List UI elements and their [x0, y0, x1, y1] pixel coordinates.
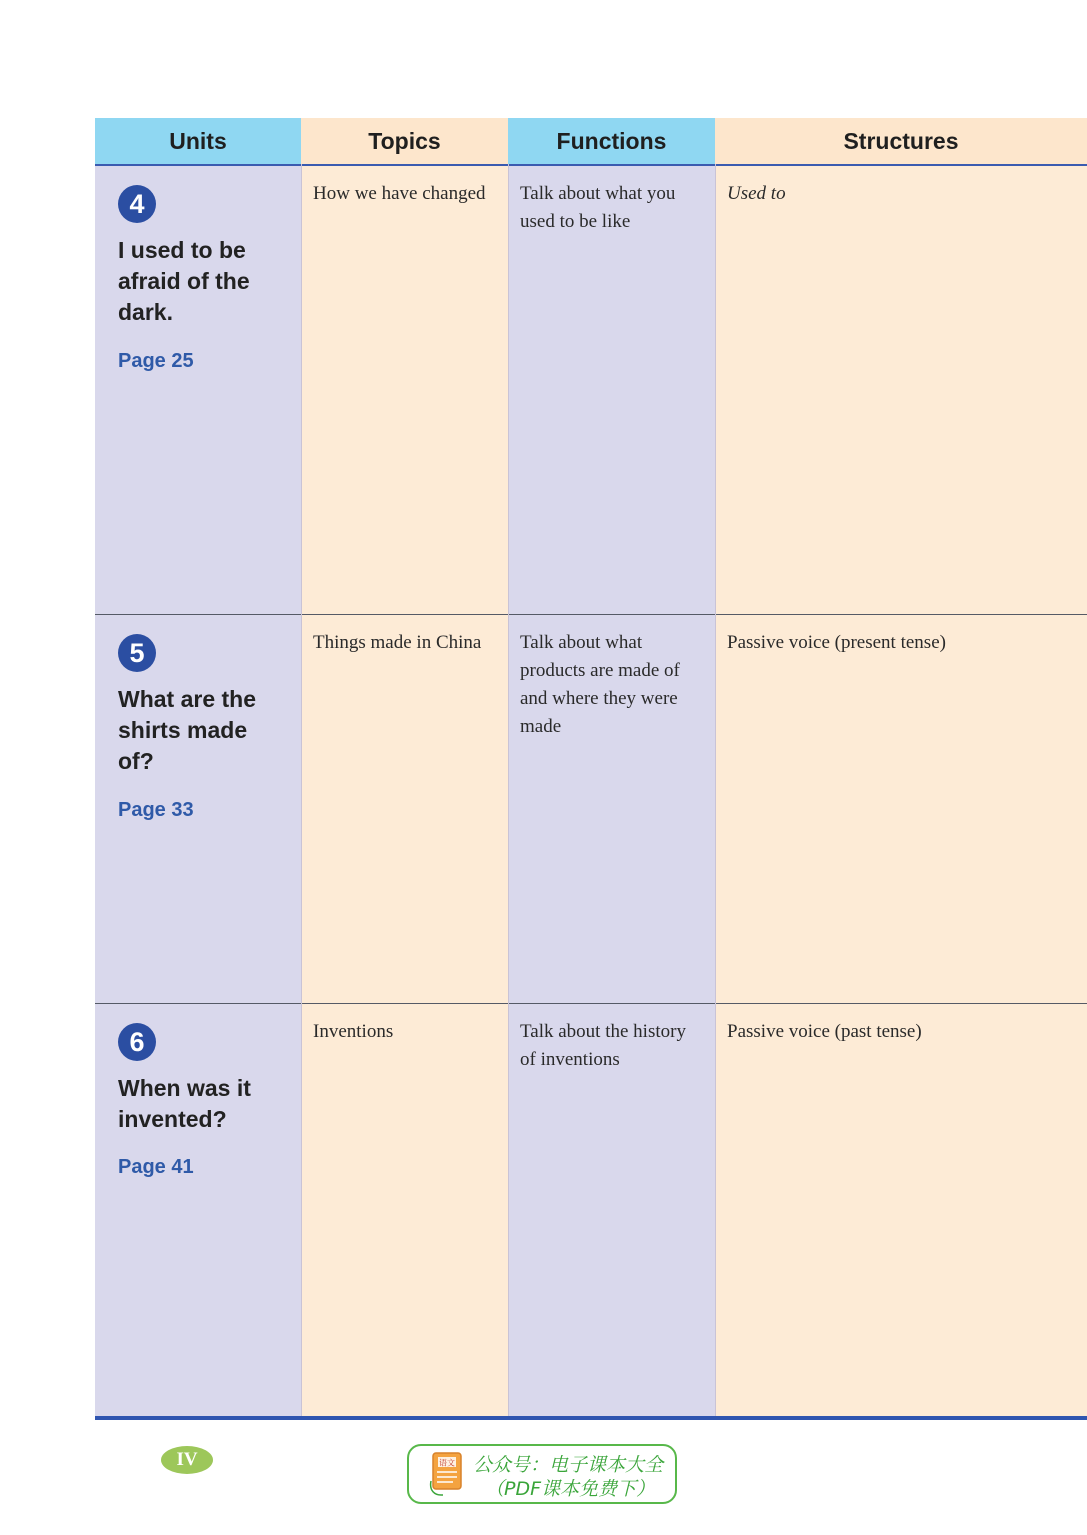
table-row [95, 615, 1087, 1003]
table-bottom-border [95, 1416, 1087, 1420]
structure-cell: Passive voice (present tense) [727, 632, 946, 653]
logo-text: 语文 [439, 1458, 455, 1468]
page-number-badge: IV [161, 1446, 213, 1474]
unit-page-link[interactable]: Page 33 [118, 799, 194, 821]
topic-cell: How we have changed [313, 183, 486, 204]
header-topics: Topics [301, 118, 508, 164]
topic-cell: Inventions [313, 1021, 394, 1042]
unit-page-link[interactable]: Page 41 [118, 1156, 194, 1178]
syllabus-table [95, 118, 1087, 1420]
unit-page-link[interactable]: Page 25 [118, 350, 194, 372]
unit-number-badge: 4 [118, 185, 156, 223]
function-cell: Talk about what products are made of and where they were made [520, 632, 680, 737]
function-cell: Talk about the history of inventions [520, 1021, 686, 1070]
watermark-banner [407, 1444, 677, 1504]
unit-number-badge: 6 [118, 1023, 156, 1061]
unit-title: What are the shirts made of? [118, 686, 257, 774]
table-row [95, 1004, 1087, 1416]
function-cell: Talk about what you used to be like [520, 183, 676, 232]
structure-cell: Passive voice (past tense) [727, 1021, 922, 1042]
topic-cell: Things made in China [313, 632, 482, 653]
book-logo-icon [429, 1451, 465, 1497]
unit-title: When was it invented? [118, 1075, 251, 1132]
structure-cell: Used to [727, 183, 786, 204]
table-row [95, 165, 1087, 614]
header-structures: Structures [715, 118, 1087, 164]
watermark-line2: （PDF课本免费下） [485, 1478, 656, 1500]
header-functions: Functions [508, 118, 715, 164]
header-units: Units [95, 118, 301, 164]
watermark-line1: 公众号：电子课本大全 [473, 1454, 664, 1476]
unit-title: I used to be afraid of the dark. [118, 237, 250, 325]
unit-number-badge: 5 [118, 634, 156, 672]
